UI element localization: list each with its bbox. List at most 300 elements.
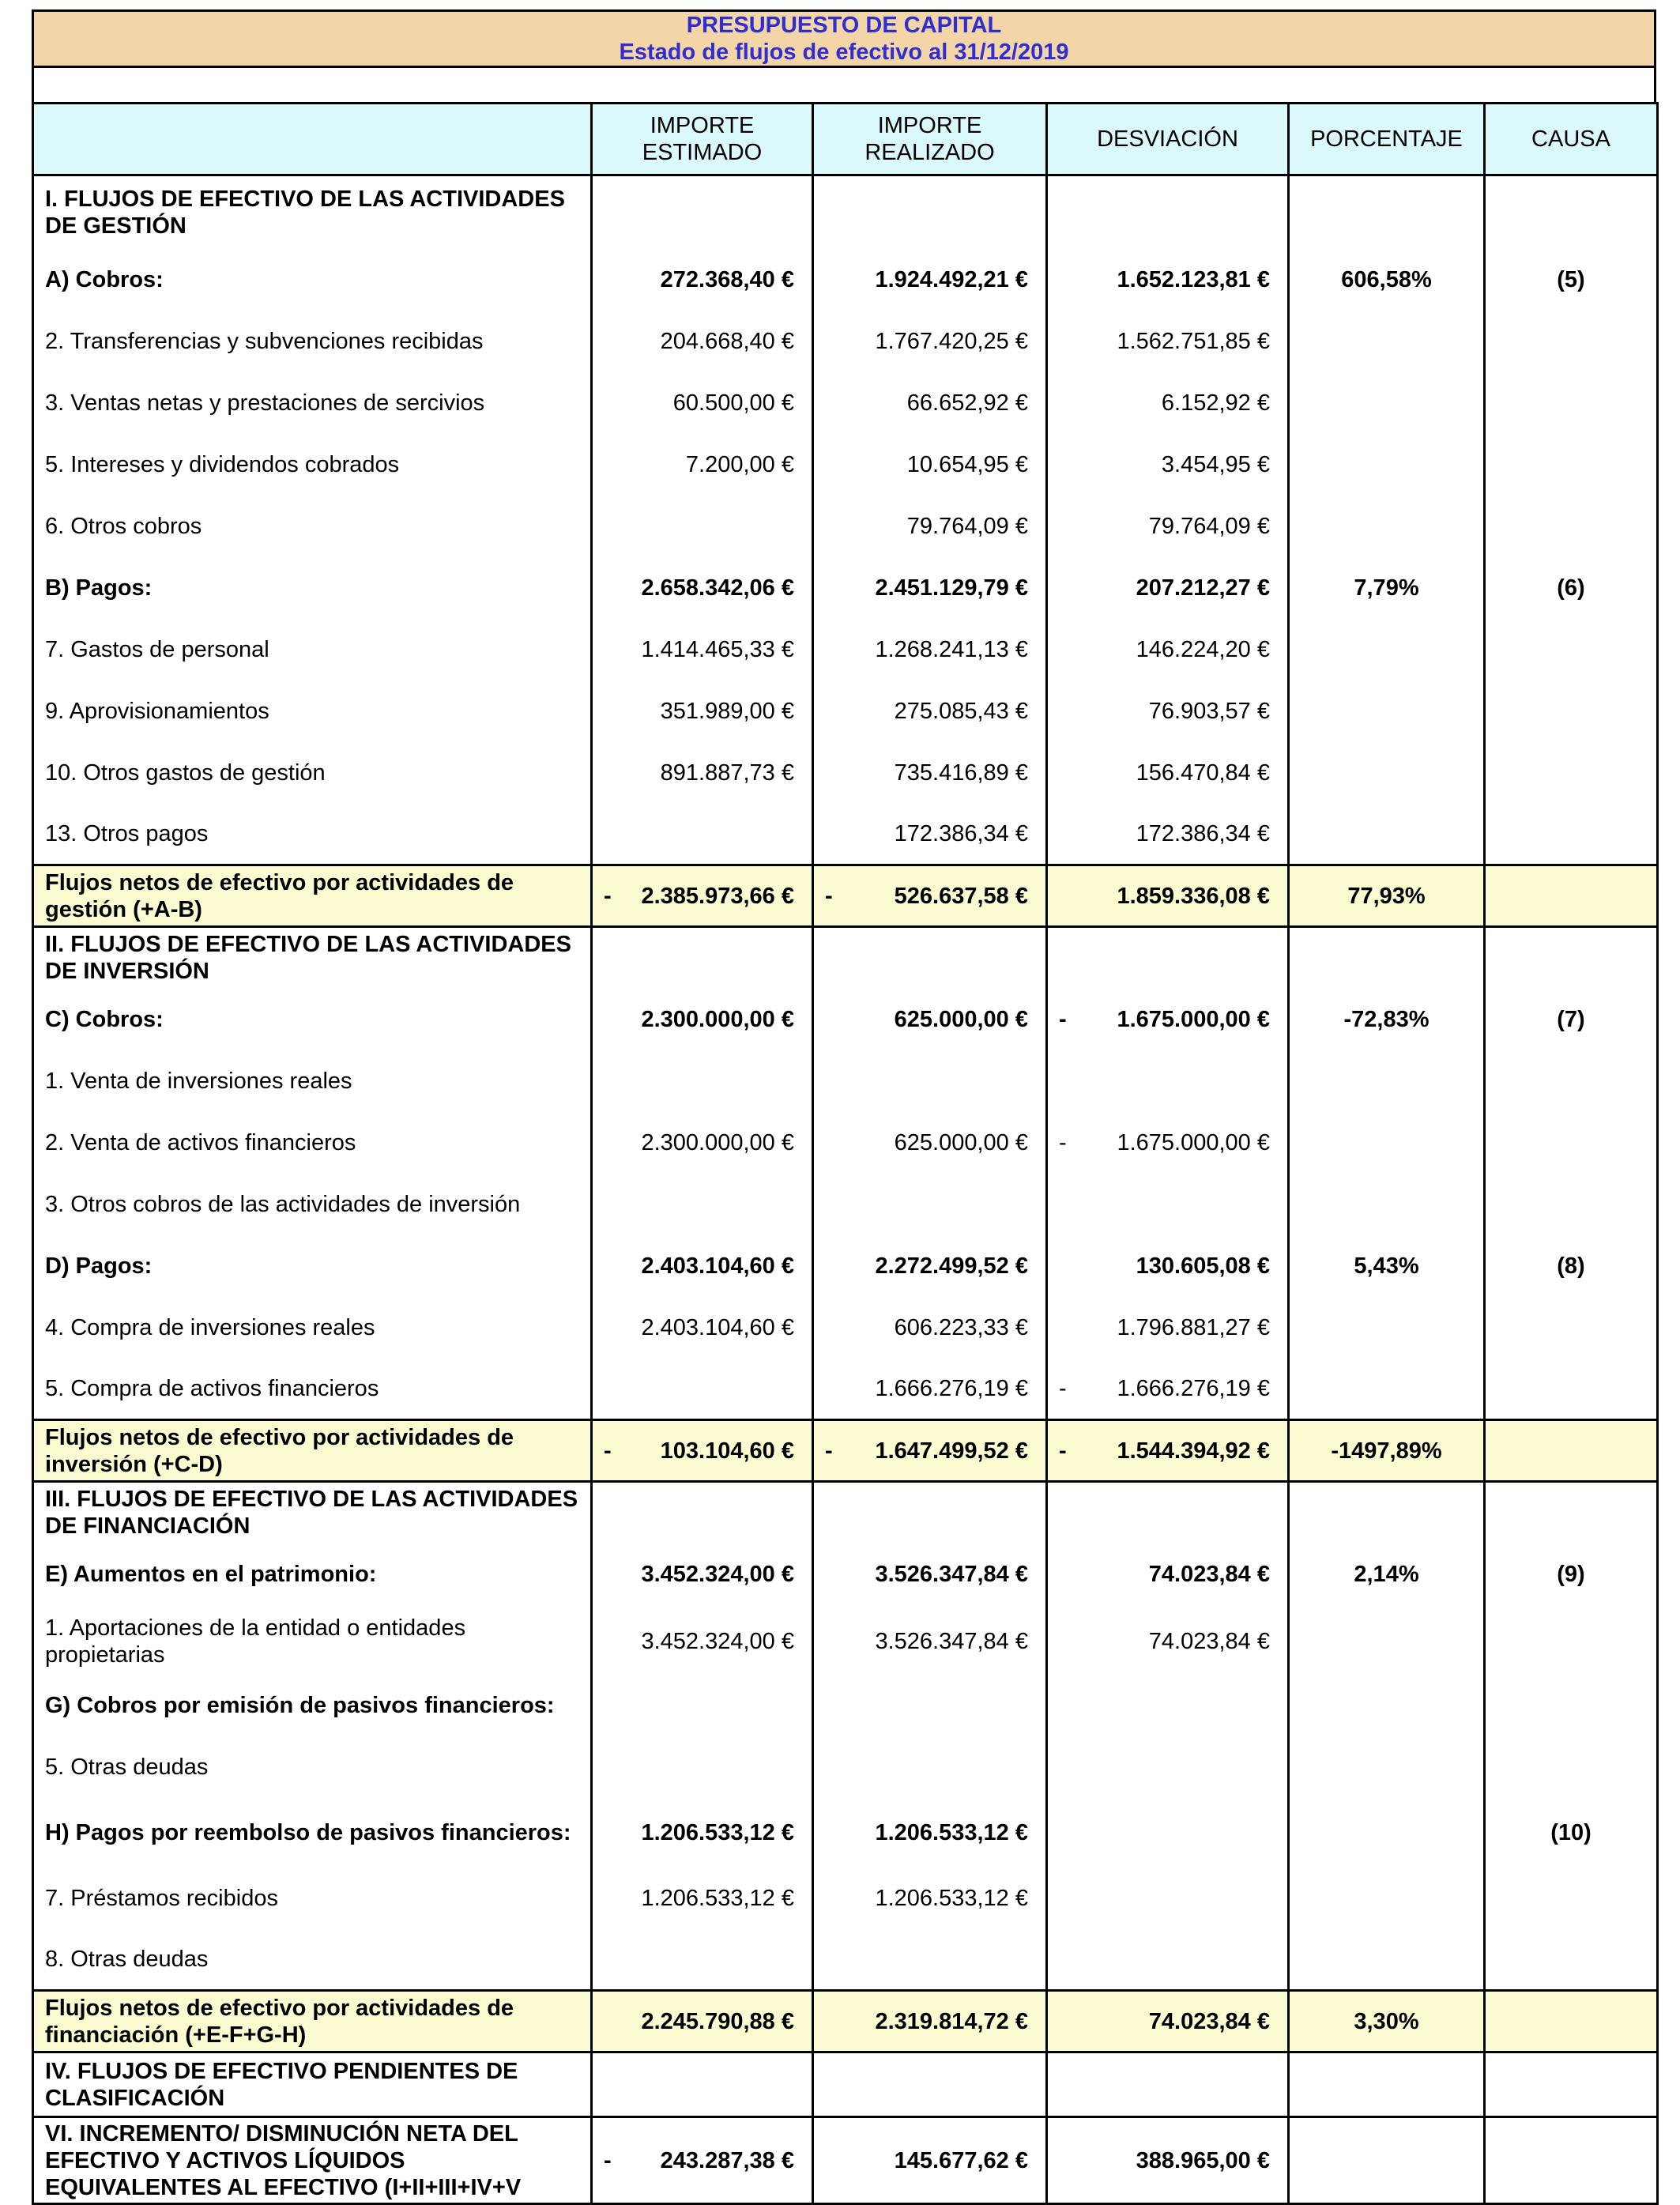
cell-porcentaje [1289, 1798, 1485, 1868]
table-row [33, 1868, 1658, 1929]
cell-realizado [813, 804, 1047, 865]
cell-causa [1485, 1868, 1658, 1929]
cell-estimado [592, 989, 813, 1050]
amount: 351.989,00 € [660, 698, 794, 724]
row-label: Flujos netos de efectivo por actividades de inversión (+C-D) [33, 1420, 592, 1482]
cell-porcentaje [1289, 2052, 1485, 2117]
cell-porcentaje: 606,58% [1289, 249, 1485, 311]
table-body [33, 175, 1658, 2204]
cell-estimado [592, 1482, 813, 1544]
table-row [33, 680, 1658, 742]
cell-desviacion [1047, 865, 1289, 927]
table-header-row [33, 104, 1658, 175]
cell-desviacion [1047, 1868, 1289, 1929]
row-label: 1. Venta de inversiones reales [33, 1050, 592, 1112]
cell-realizado [813, 989, 1047, 1050]
cell-causa [1485, 742, 1658, 804]
cell-porcentaje [1289, 1297, 1485, 1359]
amount: 1.796.881,27 € [1117, 1314, 1270, 1340]
report-title: PRESUPUESTO DE CAPITAL [686, 13, 1002, 38]
cell-porcentaje [1289, 680, 1485, 742]
cell-realizado [813, 1235, 1047, 1297]
title-spacer [32, 68, 1656, 104]
cell-desviacion [1047, 311, 1289, 372]
cell-realizado [813, 1112, 1047, 1174]
table-row [33, 1605, 1658, 1675]
cell-realizado [813, 372, 1047, 434]
header-concept [33, 104, 592, 175]
cell-desviacion [1047, 1359, 1289, 1420]
cell-estimado [592, 311, 813, 372]
amount: 1.544.394,92 € [1117, 1438, 1270, 1464]
cell-desviacion [1047, 1112, 1289, 1174]
amount: 1.859.336,08 € [1117, 883, 1270, 909]
cell-porcentaje [1289, 311, 1485, 372]
table-row [33, 1359, 1658, 1420]
cell-porcentaje [1289, 1675, 1485, 1736]
cell-porcentaje [1289, 1868, 1485, 1929]
cell-porcentaje: 5,43% [1289, 1235, 1485, 1297]
row-label: 1. Aportaciones de la entidad o entidades propietarias [33, 1605, 592, 1675]
amount: 3.452.324,00 € [641, 1628, 794, 1654]
cell-desviacion [1047, 1798, 1289, 1868]
cell-desviacion [1047, 1736, 1289, 1798]
cell-realizado [813, 496, 1047, 557]
cell-realizado [813, 1991, 1047, 2052]
table-row [33, 1544, 1658, 1605]
cell-desviacion [1047, 557, 1289, 619]
cell-desviacion [1047, 1929, 1289, 1991]
cell-estimado [592, 1112, 813, 1174]
cell-realizado [813, 1868, 1047, 1929]
cell-porcentaje [1289, 1929, 1485, 1991]
cash-flow-table [32, 102, 1659, 2205]
cell-estimado [592, 434, 813, 496]
amount: 3.526.347,84 € [875, 1561, 1028, 1587]
cell-causa [1485, 1297, 1658, 1359]
cell-desviacion [1047, 804, 1289, 865]
cell-causa [1485, 1675, 1658, 1736]
cell-causa [1485, 1112, 1658, 1174]
amount: 66.652,92 € [906, 390, 1028, 416]
row-label: VI. INCREMENTO/ DISMINUCIÓN NETA DEL EFECTIVO Y ACTIVOS LÍQUIDOS EQUIVALENTES AL EFECTIVO (I+II+III+IV+V [33, 2117, 592, 2204]
amount: 625.000,00 € [894, 1129, 1028, 1155]
amount: 1.666.276,19 € [875, 1375, 1028, 1401]
amount: 2.658.342,06 € [641, 575, 794, 601]
cell-desviacion [1047, 742, 1289, 804]
cell-desviacion [1047, 1605, 1289, 1675]
cell-porcentaje [1289, 175, 1485, 249]
amount: 2.300.000,00 € [641, 1129, 794, 1155]
table-row [33, 989, 1658, 1050]
cell-realizado [813, 1420, 1047, 1482]
cell-estimado [592, 1544, 813, 1605]
cell-realizado [813, 1675, 1047, 1736]
amount: 172.386,34 € [1136, 820, 1270, 846]
amount: 625.000,00 € [894, 1006, 1028, 1032]
row-label: 5. Intereses y dividendos cobrados [33, 434, 592, 496]
table-row [33, 1482, 1658, 1544]
cell-causa: (5) [1485, 249, 1658, 311]
cell-estimado [592, 1050, 813, 1112]
cell-estimado [592, 1235, 813, 1297]
cell-desviacion [1047, 2117, 1289, 2204]
cell-desviacion [1047, 1991, 1289, 2052]
cell-porcentaje [1289, 1112, 1485, 1174]
amount: 60.500,00 € [672, 390, 794, 416]
cell-porcentaje [1289, 1359, 1485, 1420]
cell-estimado [592, 1929, 813, 1991]
row-label: IV. FLUJOS DE EFECTIVO PENDIENTES DE CLASIFICACIÓN [33, 2052, 592, 2117]
cell-estimado [592, 557, 813, 619]
header-causa: CAUSA [1485, 104, 1658, 175]
negative-sign: - [604, 883, 612, 909]
table-row [33, 557, 1658, 619]
cell-causa [1485, 865, 1658, 927]
cell-desviacion [1047, 1420, 1289, 1482]
amount: 76.903,57 € [1148, 698, 1270, 724]
cell-porcentaje: 77,93% [1289, 865, 1485, 927]
cell-estimado [592, 680, 813, 742]
amount: 1.675.000,00 € [1117, 1129, 1270, 1155]
negative-sign: - [1059, 1006, 1067, 1032]
cell-causa [1485, 1050, 1658, 1112]
table-row [33, 372, 1658, 434]
cell-porcentaje [1289, 927, 1485, 989]
row-label: 3. Otros cobros de las actividades de inversión [33, 1174, 592, 1235]
cell-estimado [592, 1991, 813, 2052]
cell-desviacion [1047, 1174, 1289, 1235]
cell-desviacion [1047, 680, 1289, 742]
cell-causa [1485, 680, 1658, 742]
row-label: Flujos netos de efectivo por actividades de gestión (+A-B) [33, 865, 592, 927]
amount: 2.451.129,79 € [875, 575, 1028, 601]
cell-realizado [813, 1798, 1047, 1868]
cell-realizado [813, 1736, 1047, 1798]
table-row [33, 175, 1658, 249]
amount: 1.414.465,33 € [641, 636, 794, 662]
cell-causa: (6) [1485, 557, 1658, 619]
cell-porcentaje [1289, 1736, 1485, 1798]
cell-porcentaje [1289, 619, 1485, 680]
amount: 2.245.790,88 € [641, 2008, 794, 2034]
row-label: D) Pagos: [33, 1235, 592, 1297]
amount: 3.452.324,00 € [641, 1561, 794, 1587]
cell-realizado [813, 1174, 1047, 1235]
cell-realizado [813, 927, 1047, 989]
cell-realizado [813, 1605, 1047, 1675]
negative-sign: - [825, 1438, 833, 1464]
amount: 146.224,20 € [1136, 636, 1270, 662]
cell-desviacion [1047, 927, 1289, 989]
cell-porcentaje: 2,14% [1289, 1544, 1485, 1605]
cell-estimado [592, 742, 813, 804]
table-row [33, 1736, 1658, 1798]
row-label: E) Aumentos en el patrimonio: [33, 1544, 592, 1605]
row-label: Flujos netos de efectivo por actividades de financiación (+E-F+G-H) [33, 1991, 592, 2052]
amount: 74.023,84 € [1148, 1561, 1270, 1587]
amount: 735.416,89 € [894, 760, 1028, 786]
row-label: 7. Préstamos recibidos [33, 1868, 592, 1929]
table-row [33, 1174, 1658, 1235]
row-label: 3. Ventas netas y prestaciones de sercivios [33, 372, 592, 434]
table-row [33, 1112, 1658, 1174]
cell-causa: (8) [1485, 1235, 1658, 1297]
cell-causa [1485, 311, 1658, 372]
amount: 2.300.000,00 € [641, 1006, 794, 1032]
cell-causa [1485, 1736, 1658, 1798]
amount: 2.403.104,60 € [641, 1314, 794, 1340]
report-subtitle: Estado de flujos de efectivo al 31/12/2019 [619, 40, 1069, 65]
cell-desviacion [1047, 1235, 1289, 1297]
amount: 1.652.123,81 € [1117, 266, 1270, 292]
cell-estimado [592, 496, 813, 557]
row-label: A) Cobros: [33, 249, 592, 311]
header-porcentaje: PORCENTAJE [1289, 104, 1485, 175]
cell-causa [1485, 434, 1658, 496]
amount: 7.200,00 € [685, 451, 794, 477]
cell-realizado [813, 434, 1047, 496]
cell-porcentaje: 7,79% [1289, 557, 1485, 619]
row-label: 9. Aprovisionamientos [33, 680, 592, 742]
table-row [33, 1675, 1658, 1736]
table-row [33, 742, 1658, 804]
table-row [33, 804, 1658, 865]
cell-estimado [592, 927, 813, 989]
cell-causa [1485, 1605, 1658, 1675]
cell-estimado [592, 619, 813, 680]
amount: 156.470,84 € [1136, 760, 1270, 786]
table-row [33, 249, 1658, 311]
cell-desviacion [1047, 175, 1289, 249]
cell-causa [1485, 175, 1658, 249]
cell-desviacion [1047, 249, 1289, 311]
row-label: 8. Otras deudas [33, 1929, 592, 1991]
cell-estimado [592, 2052, 813, 2117]
amount: 1.924.492,21 € [875, 266, 1028, 292]
table-row [33, 2117, 1658, 2204]
cell-desviacion [1047, 496, 1289, 557]
cell-causa [1485, 1420, 1658, 1482]
amount: 275.085,43 € [894, 698, 1028, 724]
cell-realizado [813, 1482, 1047, 1544]
amount: 1.647.499,52 € [875, 1438, 1028, 1464]
row-label: 2. Venta de activos financieros [33, 1112, 592, 1174]
table-row [33, 1991, 1658, 2052]
negative-sign: - [1059, 1375, 1067, 1401]
cell-realizado [813, 865, 1047, 927]
row-label: G) Cobros por emisión de pasivos financieros: [33, 1675, 592, 1736]
row-label: 5. Compra de activos financieros [33, 1359, 592, 1420]
cell-realizado [813, 680, 1047, 742]
cell-estimado [592, 175, 813, 249]
amount: 272.368,40 € [660, 266, 794, 292]
cell-estimado [592, 1868, 813, 1929]
amount: 172.386,34 € [894, 820, 1028, 846]
table-row [33, 865, 1658, 927]
table-row [33, 1929, 1658, 1991]
cell-realizado [813, 311, 1047, 372]
table-row [33, 1420, 1658, 1482]
cell-realizado [813, 1297, 1047, 1359]
cell-estimado [592, 1174, 813, 1235]
cell-desviacion [1047, 2052, 1289, 2117]
row-label: 5. Otras deudas [33, 1736, 592, 1798]
table-row [33, 311, 1658, 372]
amount: 207.212,27 € [1136, 575, 1270, 601]
amount: 74.023,84 € [1148, 2008, 1270, 2034]
cell-causa [1485, 1929, 1658, 1991]
amount: 79.764,09 € [906, 513, 1028, 539]
row-label: 2. Transferencias y subvenciones recibidas [33, 311, 592, 372]
cell-causa [1485, 2117, 1658, 2204]
amount: 1.675.000,00 € [1117, 1006, 1270, 1032]
table-row [33, 2052, 1658, 2117]
amount: 103.104,60 € [660, 1438, 794, 1464]
header-importe-estimado: IMPORTE ESTIMADO [592, 104, 813, 175]
negative-sign: - [825, 883, 833, 909]
cell-causa [1485, 2052, 1658, 2117]
cell-estimado [592, 865, 813, 927]
amount: 891.887,73 € [660, 760, 794, 786]
cell-estimado [592, 1359, 813, 1420]
row-label: III. FLUJOS DE EFECTIVO DE LAS ACTIVIDADES DE FINANCIACIÓN [33, 1482, 592, 1544]
cell-realizado [813, 1050, 1047, 1112]
cell-realizado [813, 742, 1047, 804]
cell-causa [1485, 619, 1658, 680]
amount: 1.562.751,85 € [1117, 328, 1270, 354]
cell-desviacion [1047, 1297, 1289, 1359]
cell-porcentaje: -72,83% [1289, 989, 1485, 1050]
table-row [33, 1235, 1658, 1297]
row-label: 13. Otros pagos [33, 804, 592, 865]
amount: 2.403.104,60 € [641, 1253, 794, 1279]
amount: 1.206.533,12 € [875, 1819, 1028, 1845]
amount: 388.965,00 € [1136, 2147, 1270, 2173]
table-row [33, 1050, 1658, 1112]
cell-estimado [592, 1420, 813, 1482]
cell-porcentaje [1289, 742, 1485, 804]
negative-sign: - [604, 1438, 612, 1464]
cell-desviacion [1047, 1482, 1289, 1544]
cell-desviacion [1047, 1544, 1289, 1605]
row-label: 10. Otros gastos de gestión [33, 742, 592, 804]
cell-porcentaje [1289, 372, 1485, 434]
table-row [33, 496, 1658, 557]
cell-causa [1485, 1174, 1658, 1235]
cell-porcentaje: 3,30% [1289, 1991, 1485, 2052]
cell-porcentaje [1289, 2117, 1485, 2204]
amount: 1.206.533,12 € [875, 1885, 1028, 1911]
header-desviacion: DESVIACIÓN [1047, 104, 1289, 175]
cell-causa: (9) [1485, 1544, 1658, 1605]
cell-porcentaje [1289, 1482, 1485, 1544]
amount: 606.223,33 € [894, 1314, 1028, 1340]
table-row [33, 1297, 1658, 1359]
cell-causa [1485, 804, 1658, 865]
amount: 204.668,40 € [660, 328, 794, 354]
cell-realizado [813, 1544, 1047, 1605]
cell-desviacion [1047, 989, 1289, 1050]
row-label: II. FLUJOS DE EFECTIVO DE LAS ACTIVIDADES DE INVERSIÓN [33, 927, 592, 989]
cell-realizado [813, 1359, 1047, 1420]
cell-estimado [592, 1297, 813, 1359]
cell-desviacion [1047, 1675, 1289, 1736]
amount: 1.268.241,13 € [875, 636, 1028, 662]
amount: 1.206.533,12 € [641, 1819, 794, 1845]
cell-estimado [592, 372, 813, 434]
amount: 243.287,38 € [660, 2147, 794, 2173]
cell-realizado [813, 2117, 1047, 2204]
cell-estimado [592, 1798, 813, 1868]
cell-porcentaje [1289, 496, 1485, 557]
cell-porcentaje [1289, 1174, 1485, 1235]
row-label: H) Pagos por reembolso de pasivos financieros: [33, 1798, 592, 1868]
row-label: B) Pagos: [33, 557, 592, 619]
amount: 526.637,58 € [894, 883, 1028, 909]
amount: 145.677,62 € [894, 2147, 1028, 2173]
table-row [33, 434, 1658, 496]
cell-desviacion [1047, 434, 1289, 496]
cell-causa [1485, 372, 1658, 434]
cell-causa [1485, 927, 1658, 989]
amount: 79.764,09 € [1148, 513, 1270, 539]
row-label: I. FLUJOS DE EFECTIVO DE LAS ACTIVIDADES DE GESTIÓN [33, 175, 592, 249]
cell-porcentaje [1289, 804, 1485, 865]
amount: 1.206.533,12 € [641, 1885, 794, 1911]
row-label: C) Cobros: [33, 989, 592, 1050]
cell-causa: (10) [1485, 1798, 1658, 1868]
cell-desviacion [1047, 619, 1289, 680]
cell-desviacion [1047, 372, 1289, 434]
cell-causa [1485, 496, 1658, 557]
table-row [33, 1798, 1658, 1868]
row-label: 7. Gastos de personal [33, 619, 592, 680]
amount: 10.654,95 € [906, 451, 1028, 477]
report-title-box [32, 9, 1656, 68]
amount: 1.666.276,19 € [1117, 1375, 1270, 1401]
amount: 1.767.420,25 € [875, 328, 1028, 354]
amount: 74.023,84 € [1148, 1628, 1270, 1654]
cell-realizado [813, 249, 1047, 311]
cell-estimado [592, 249, 813, 311]
amount: 2.319.814,72 € [875, 2008, 1028, 2034]
cell-realizado [813, 619, 1047, 680]
row-label: 6. Otros cobros [33, 496, 592, 557]
cell-estimado [592, 1605, 813, 1675]
amount: 130.605,08 € [1136, 1253, 1270, 1279]
cell-porcentaje: -1497,89% [1289, 1420, 1485, 1482]
table-row [33, 619, 1658, 680]
amount: 6.152,92 € [1161, 390, 1270, 416]
row-label: 4. Compra de inversiones reales [33, 1297, 592, 1359]
cell-causa [1485, 1482, 1658, 1544]
negative-sign: - [604, 2147, 612, 2173]
negative-sign: - [1059, 1129, 1067, 1155]
cell-realizado [813, 1929, 1047, 1991]
header-importe-realizado: IMPORTE REALIZADO [813, 104, 1047, 175]
cell-desviacion [1047, 1050, 1289, 1112]
cell-estimado [592, 804, 813, 865]
cell-porcentaje [1289, 1605, 1485, 1675]
cell-estimado [592, 1736, 813, 1798]
negative-sign: - [1059, 1438, 1067, 1464]
amount: 3.526.347,84 € [875, 1628, 1028, 1654]
table-row [33, 927, 1658, 989]
cell-porcentaje [1289, 1050, 1485, 1112]
amount: 3.454,95 € [1161, 451, 1270, 477]
amount: 2.385.973,66 € [641, 883, 794, 909]
